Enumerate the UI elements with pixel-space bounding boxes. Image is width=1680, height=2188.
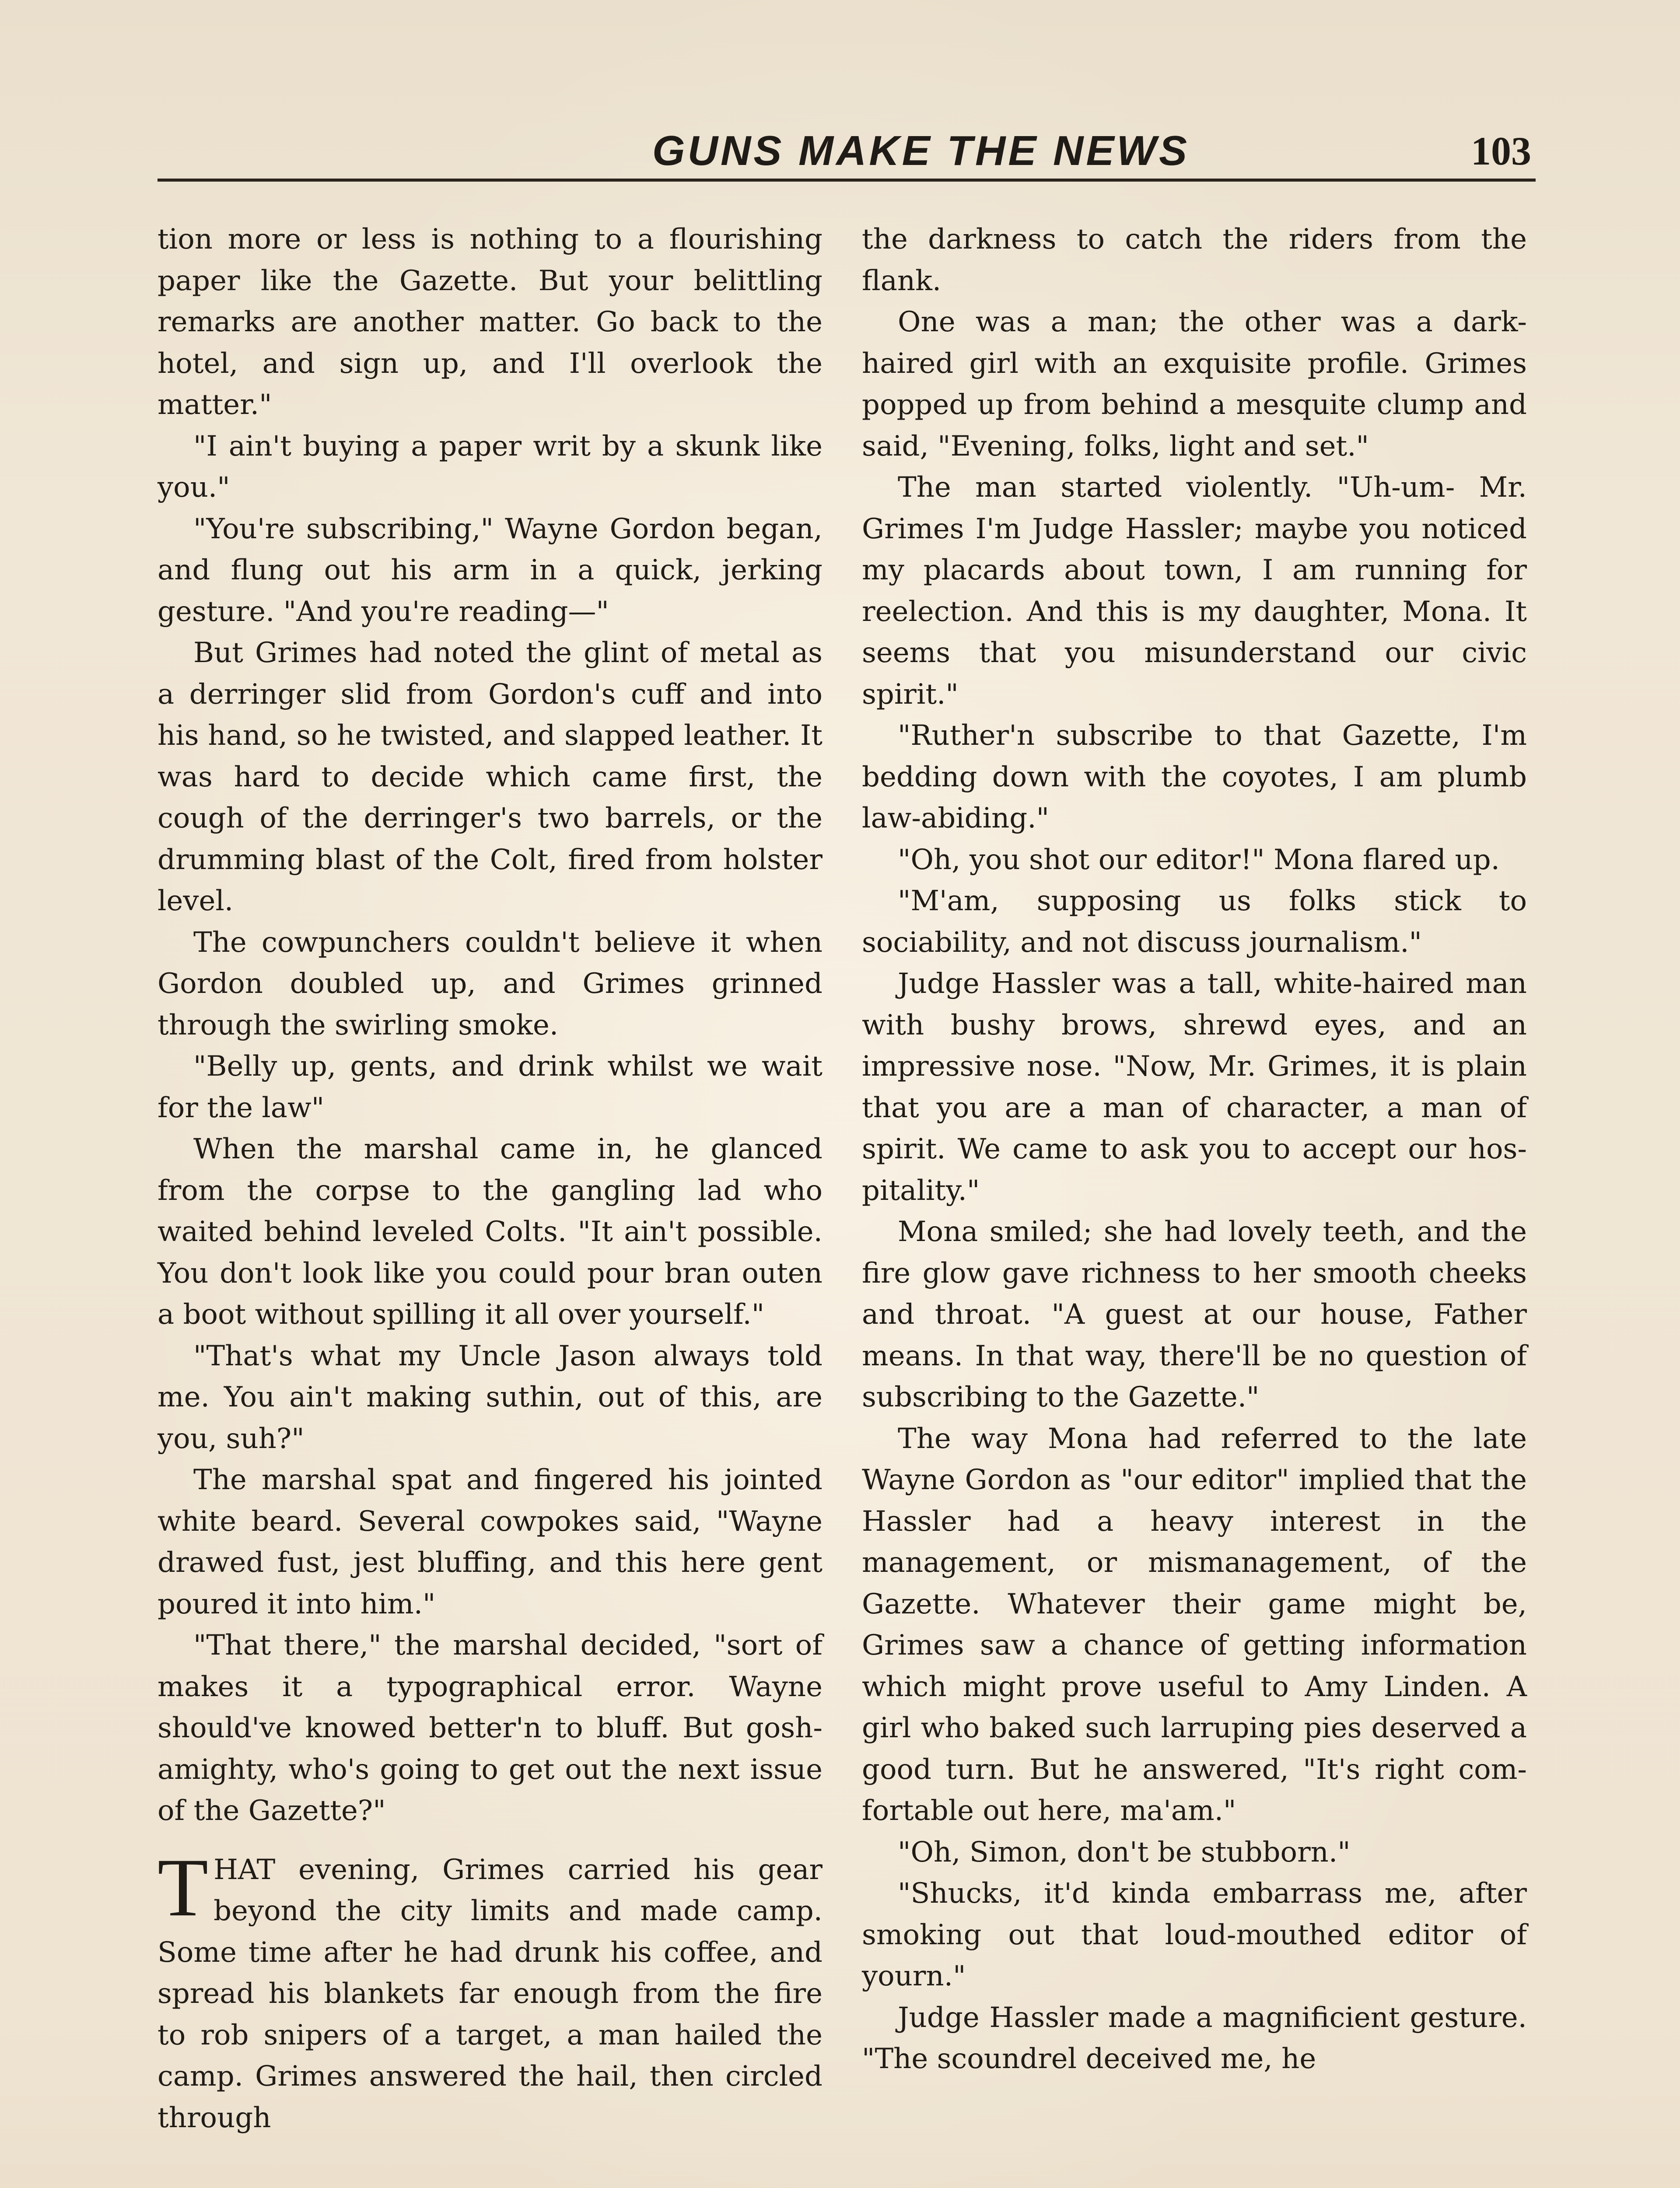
paragraph: One was a man; the other was a dark-haired girl with an exquisite profile. Grimes popped up from behind a mesquite clump and said, "Evening, folks, light and set." (862, 306, 1527, 463)
paragraph: The man started violently. "Uh-um- Mr. Grimes I'm Judge Hassler; maybe you noticed my placards about town, I am running for reelection. And this is my daughter, Mona. It seems that you misunderstand our civic spirit." (862, 471, 1527, 711)
paragraph: The marshal spat and fingered his jointed white beard. Several cowpokes said, "Wayne drawed fust, jest bluffing, and this here gent poured it into him." (158, 1464, 822, 1620)
paragraph: "M'am, supposing us folks stick to sociability, and not discuss journalism." (862, 885, 1527, 959)
paragraph: tion more or less is nothing to a flourishing paper like the Gazette. But your belittling remarks are another matter. Go back to the hotel, and sign up, and I'll overlook the matter." (158, 223, 822, 421)
paragraph: "I ain't buying a paper writ by a skunk like you." (158, 430, 822, 504)
header-rule (158, 179, 1536, 182)
paragraph: "Oh, Simon, don't be stubborn." (898, 1836, 1351, 1869)
drop-cap: T (158, 1841, 209, 1934)
left-column (158, 219, 822, 2188)
page-header (158, 127, 1531, 179)
paragraph: Mona smiled; she had lovely teeth, and the fire glow gave richness to her smooth cheeks and throat. "A guest at our house, Father means. In that way, there'll be no question of subscribing to the Gazette." (862, 1216, 1527, 1413)
paragraph: The cowpunchers couldn't believe it when Gordon doubled up, and Grimes grinned through the swirling smoke. (158, 926, 822, 1041)
paragraph: The way Mona had referred to the late Wayne Gordon as "our editor" implied that the Hassler had a heavy interest in the management, or mismanagement, of the Gazette. Whatever their game might be, Grimes saw a chance of getting information which might prove useful to Amy Linden. A girl who baked such larruping pies deserved a good turn. But he answered, "It's right comfortable out here, ma'am." (862, 1422, 1527, 1827)
paragraph: "That's what my Uncle Jason always told me. You ain't making suthin, out of this, are you, suh?" (158, 1339, 822, 1455)
paragraph: "That there," the marshal decided, "sort of makes it a typographical error. Wayne should've knowed better'n to bluff. But gosh-amighty, who's going to get out the next issue of the Gazette?" (158, 1629, 822, 1827)
paragraph: But Grimes had noted the glint of metal as a derringer slid from Gordon's cuff and into his hand, so he twisted, and slapped leather. It was hard to decide which came first, the cough of the derringer's two barrels, or the drumming blast of the Colt, fired from holster level. (158, 637, 822, 917)
paragraph: "You're subscribing," Wayne Gordon began, and flung out his arm in a quick, jerking gesture. "And you're reading—" (158, 512, 822, 628)
paragraph: "Belly up, gents, and drink whilst we wait for the law" (158, 1050, 822, 1124)
paragraph: "Oh, you shot our editor!" Mona flared up. (898, 843, 1500, 876)
paragraph: the darkness to catch the riders from the flank. (862, 223, 1527, 297)
section-opening-paragraph (158, 1841, 822, 2139)
paragraph: When the marshal came in, he glanced from the corpse to the gangling lad who waited behind leveled Colts. "It ain't possible. You don't look like you could pour bran outen a boot without spilling it all over yourself." (158, 1133, 822, 1331)
drop-cap-paragraph-text: HAT evening, Grimes carried his gear beyond the city limits and made camp. Some time after he had drunk his coffee, and spread his blankets far enough from the fire to rob snipers of a target, a man hailed the camp. Grimes answered the hail, then circled through (158, 1853, 822, 2134)
paragraph: "Ruther'n subscribe to that Gazette, I'm bedding down with the coyotes, I am plumb law-abiding." (862, 719, 1527, 835)
paragraph: Judge Hassler was a tall, white-haired man with bushy brows, shrewd eyes, and an impressive nose. "Now, Mr. Grimes, it is plain that you are a man of character, a man of spirit. We came to ask you to accept our hospitality." (862, 968, 1527, 1207)
paragraph: Judge Hassler made a magnificient gesture. "The scoundrel deceived me, he (862, 2001, 1527, 2075)
running-title: GUNS MAKE THE NEWS (652, 127, 1190, 174)
paragraph: "Shucks, it'd kinda embarrass me, after smoking out that loud-mouthed editor of yourn." (862, 1877, 1527, 1992)
page-number: 103 (1471, 129, 1531, 173)
right-column (862, 219, 1527, 2188)
